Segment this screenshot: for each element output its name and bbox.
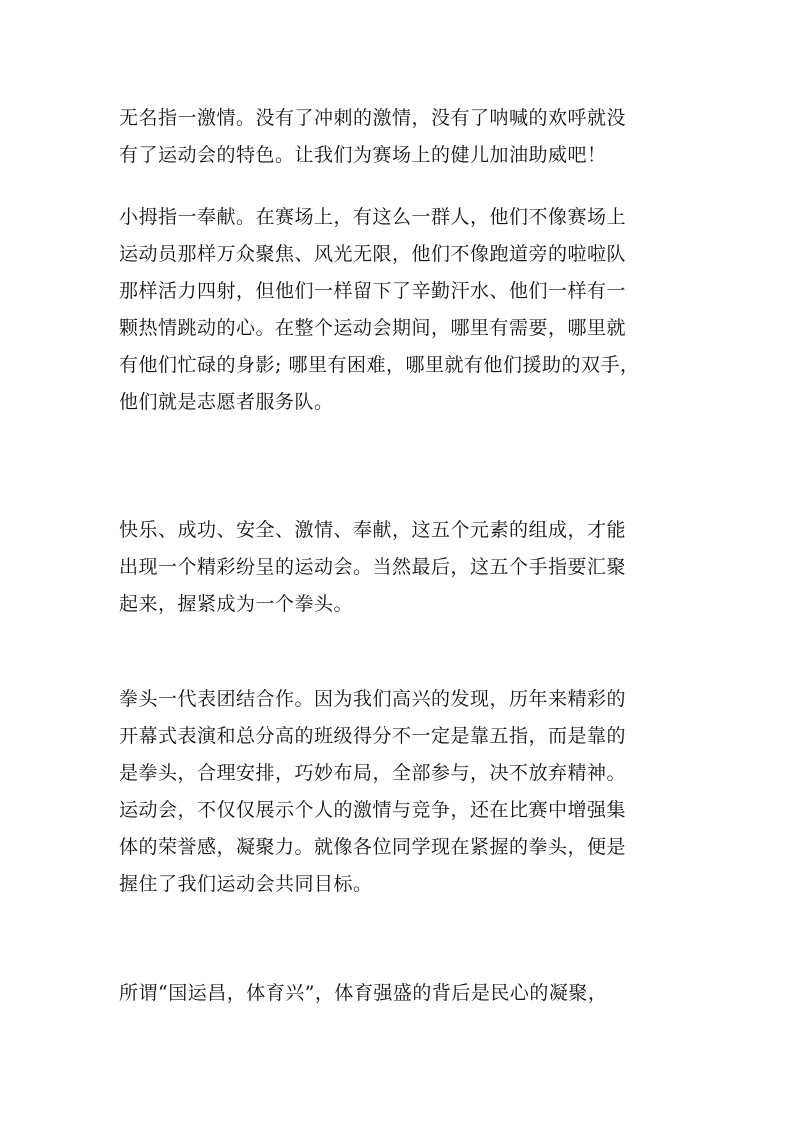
text-line: 拳头一代表团结合作。因为我们高兴的发现，历年来精彩的 <box>119 688 627 710</box>
text-line: 运动员那样万众聚焦、风光无限，他们不像跑道旁的啦啦队 <box>119 243 627 265</box>
text-line: 那样活力四射，但他们一样留下了辛勤汗水、他们一样有一 <box>119 280 627 302</box>
text-line: 是拳头，合理安排，巧妙布局，全部参与，决不放弃精神。 <box>119 762 627 784</box>
paragraph-five-elements <box>119 512 699 623</box>
text-line: 快乐、成功、安全、激情、奉献，这五个元素的组成，才能 <box>119 519 627 541</box>
text-line: 有他们忙碌的身影; 哪里有困难，哪里就有他们援助的双手， <box>119 354 640 376</box>
text-line: 体的荣誉感，凝聚力。就像各位同学现在紧握的拳头，便是 <box>119 836 627 858</box>
text-line: 运动会，不仅仅展示个人的激情与竞争，还在比赛中增强集 <box>119 799 627 821</box>
text-line: 起来，握紧成为一个拳头。 <box>119 593 354 615</box>
paragraph-ring-finger <box>119 100 699 174</box>
paragraph-national-sports <box>119 975 699 1012</box>
text-line: 有了运动会的特色。让我们为赛场上的健儿加油助威吧！ <box>119 144 607 166</box>
text-line: 小拇指一奉献。在赛场上，有这么一群人，他们不像赛场上 <box>119 206 627 228</box>
paragraph-little-finger <box>119 199 699 421</box>
text-line: 颗热情跳动的心。在整个运动会期间，哪里有需要，哪里就 <box>119 317 627 339</box>
text-line: 所谓“国运昌，体育兴”，体育强盛的背后是民心的凝聚， <box>119 982 608 1004</box>
text-line: 他们就是志愿者服务队。 <box>119 391 334 413</box>
text-line: 出现一个精彩纷呈的运动会。当然最后，这五个手指要汇聚 <box>119 556 627 578</box>
paragraph-fist <box>119 681 699 903</box>
text-line: 无名指一激情。没有了冲刺的激情，没有了呐喊的欢呼就没 <box>119 107 627 129</box>
text-line: 开幕式表演和总分高的班级得分不一定是靠五指，而是靠的 <box>119 725 627 747</box>
text-line: 握住了我们运动会共同目标。 <box>119 873 373 895</box>
